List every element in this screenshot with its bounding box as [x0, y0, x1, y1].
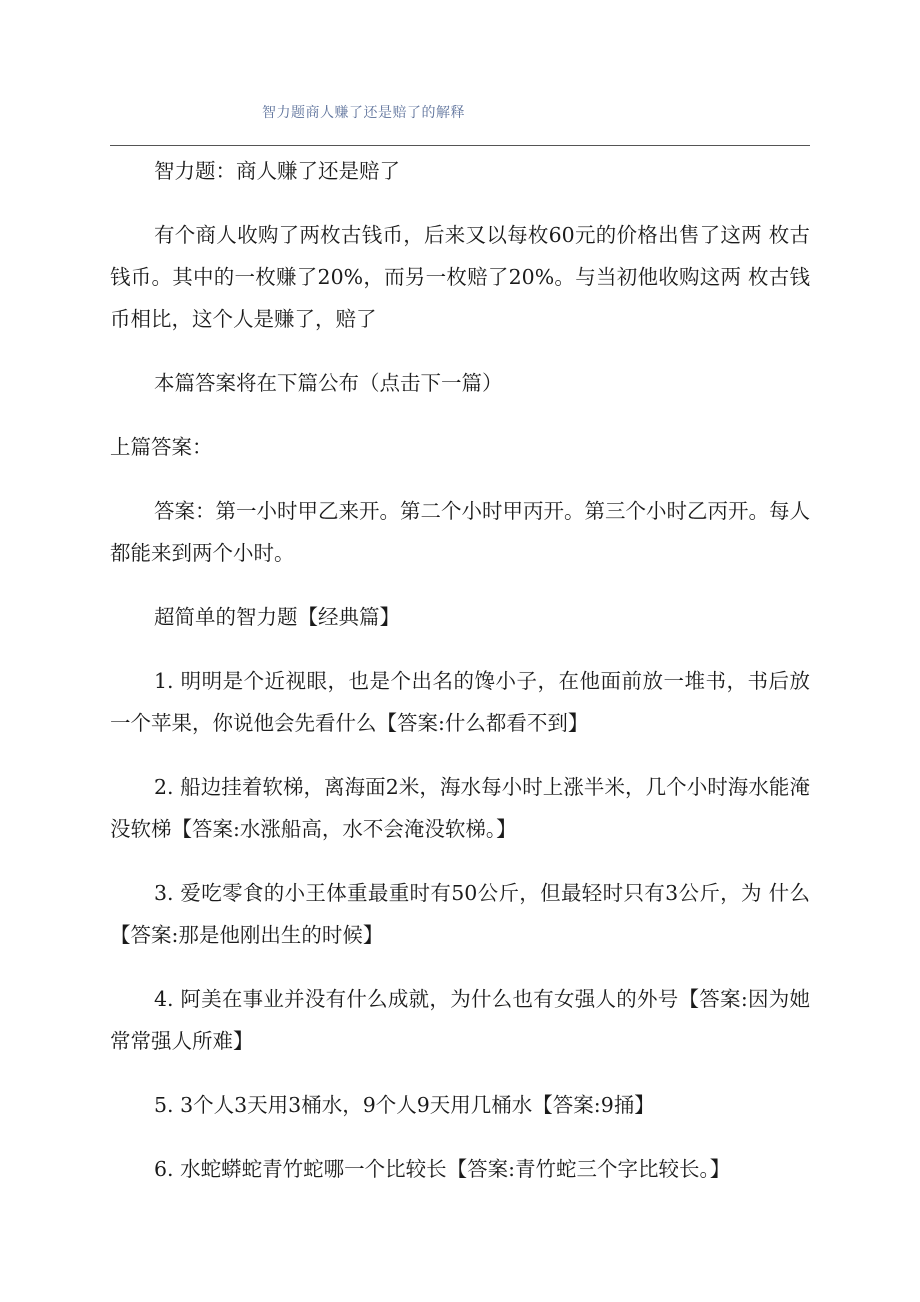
article-title: 智力题：商人赚了还是赔了 — [154, 159, 400, 183]
puzzle-item-5: 5. 3个人3天用3桶水，9个人9天用几桶水【答案:9捅】 — [154, 1093, 655, 1117]
puzzle-item-2: 2. 船边挂着软梯，离海面2米，海水每小时上涨半米，几个小时海水能淹没软梯【答案:水涨船高，水不会淹没软梯。】 — [110, 775, 810, 841]
puzzle-item-3: 3. 爱吃零食的小王体重最重时有50公斤，但最轻时只有3公斤，为 什么【答案:那是他刚出生的时候】 — [110, 881, 810, 947]
document-body — [110, 150, 810, 1212]
section-heading: 超简单的智力题【经典篇】 — [154, 605, 400, 629]
puzzle-item-4: 4. 阿美在事业并没有什么成就，为什么也有女强人的外号【答案:因为她常常强人所难】 — [110, 987, 810, 1053]
previous-answer-heading: 上篇答案： — [110, 435, 213, 459]
running-header-title: 智力题商人赚了还是赔了的解释 — [262, 105, 465, 121]
puzzle-item-1: 1. 明明是个近视眼，也是个出名的馋小子，在他面前放一堆书，书后放一个苹果，你说他会先看什么【答案:什么都看不到】 — [110, 669, 810, 735]
header-divider — [110, 145, 810, 146]
answer-notice: 本篇答案将在下篇公布（点击下一篇） — [154, 371, 503, 395]
puzzle-question: 有个商人收购了两枚古钱币，后来又以每枚60元的价格出售了这两 枚古钱币。其中的一枚赚了20%，而另一枚赔了20%。与当初他收购这两 枚古钱币相比，这个人是赚了，赔了 — [110, 223, 810, 331]
previous-answer: 答案：第一小时甲乙来开。第二个小时甲丙开。第三个小时乙丙开。每人都能来到两个小时。 — [110, 499, 810, 565]
puzzle-item-6: 6. 水蛇蟒蛇青竹蛇哪一个比较长【答案:青竹蛇三个字比较长。】 — [154, 1157, 731, 1181]
